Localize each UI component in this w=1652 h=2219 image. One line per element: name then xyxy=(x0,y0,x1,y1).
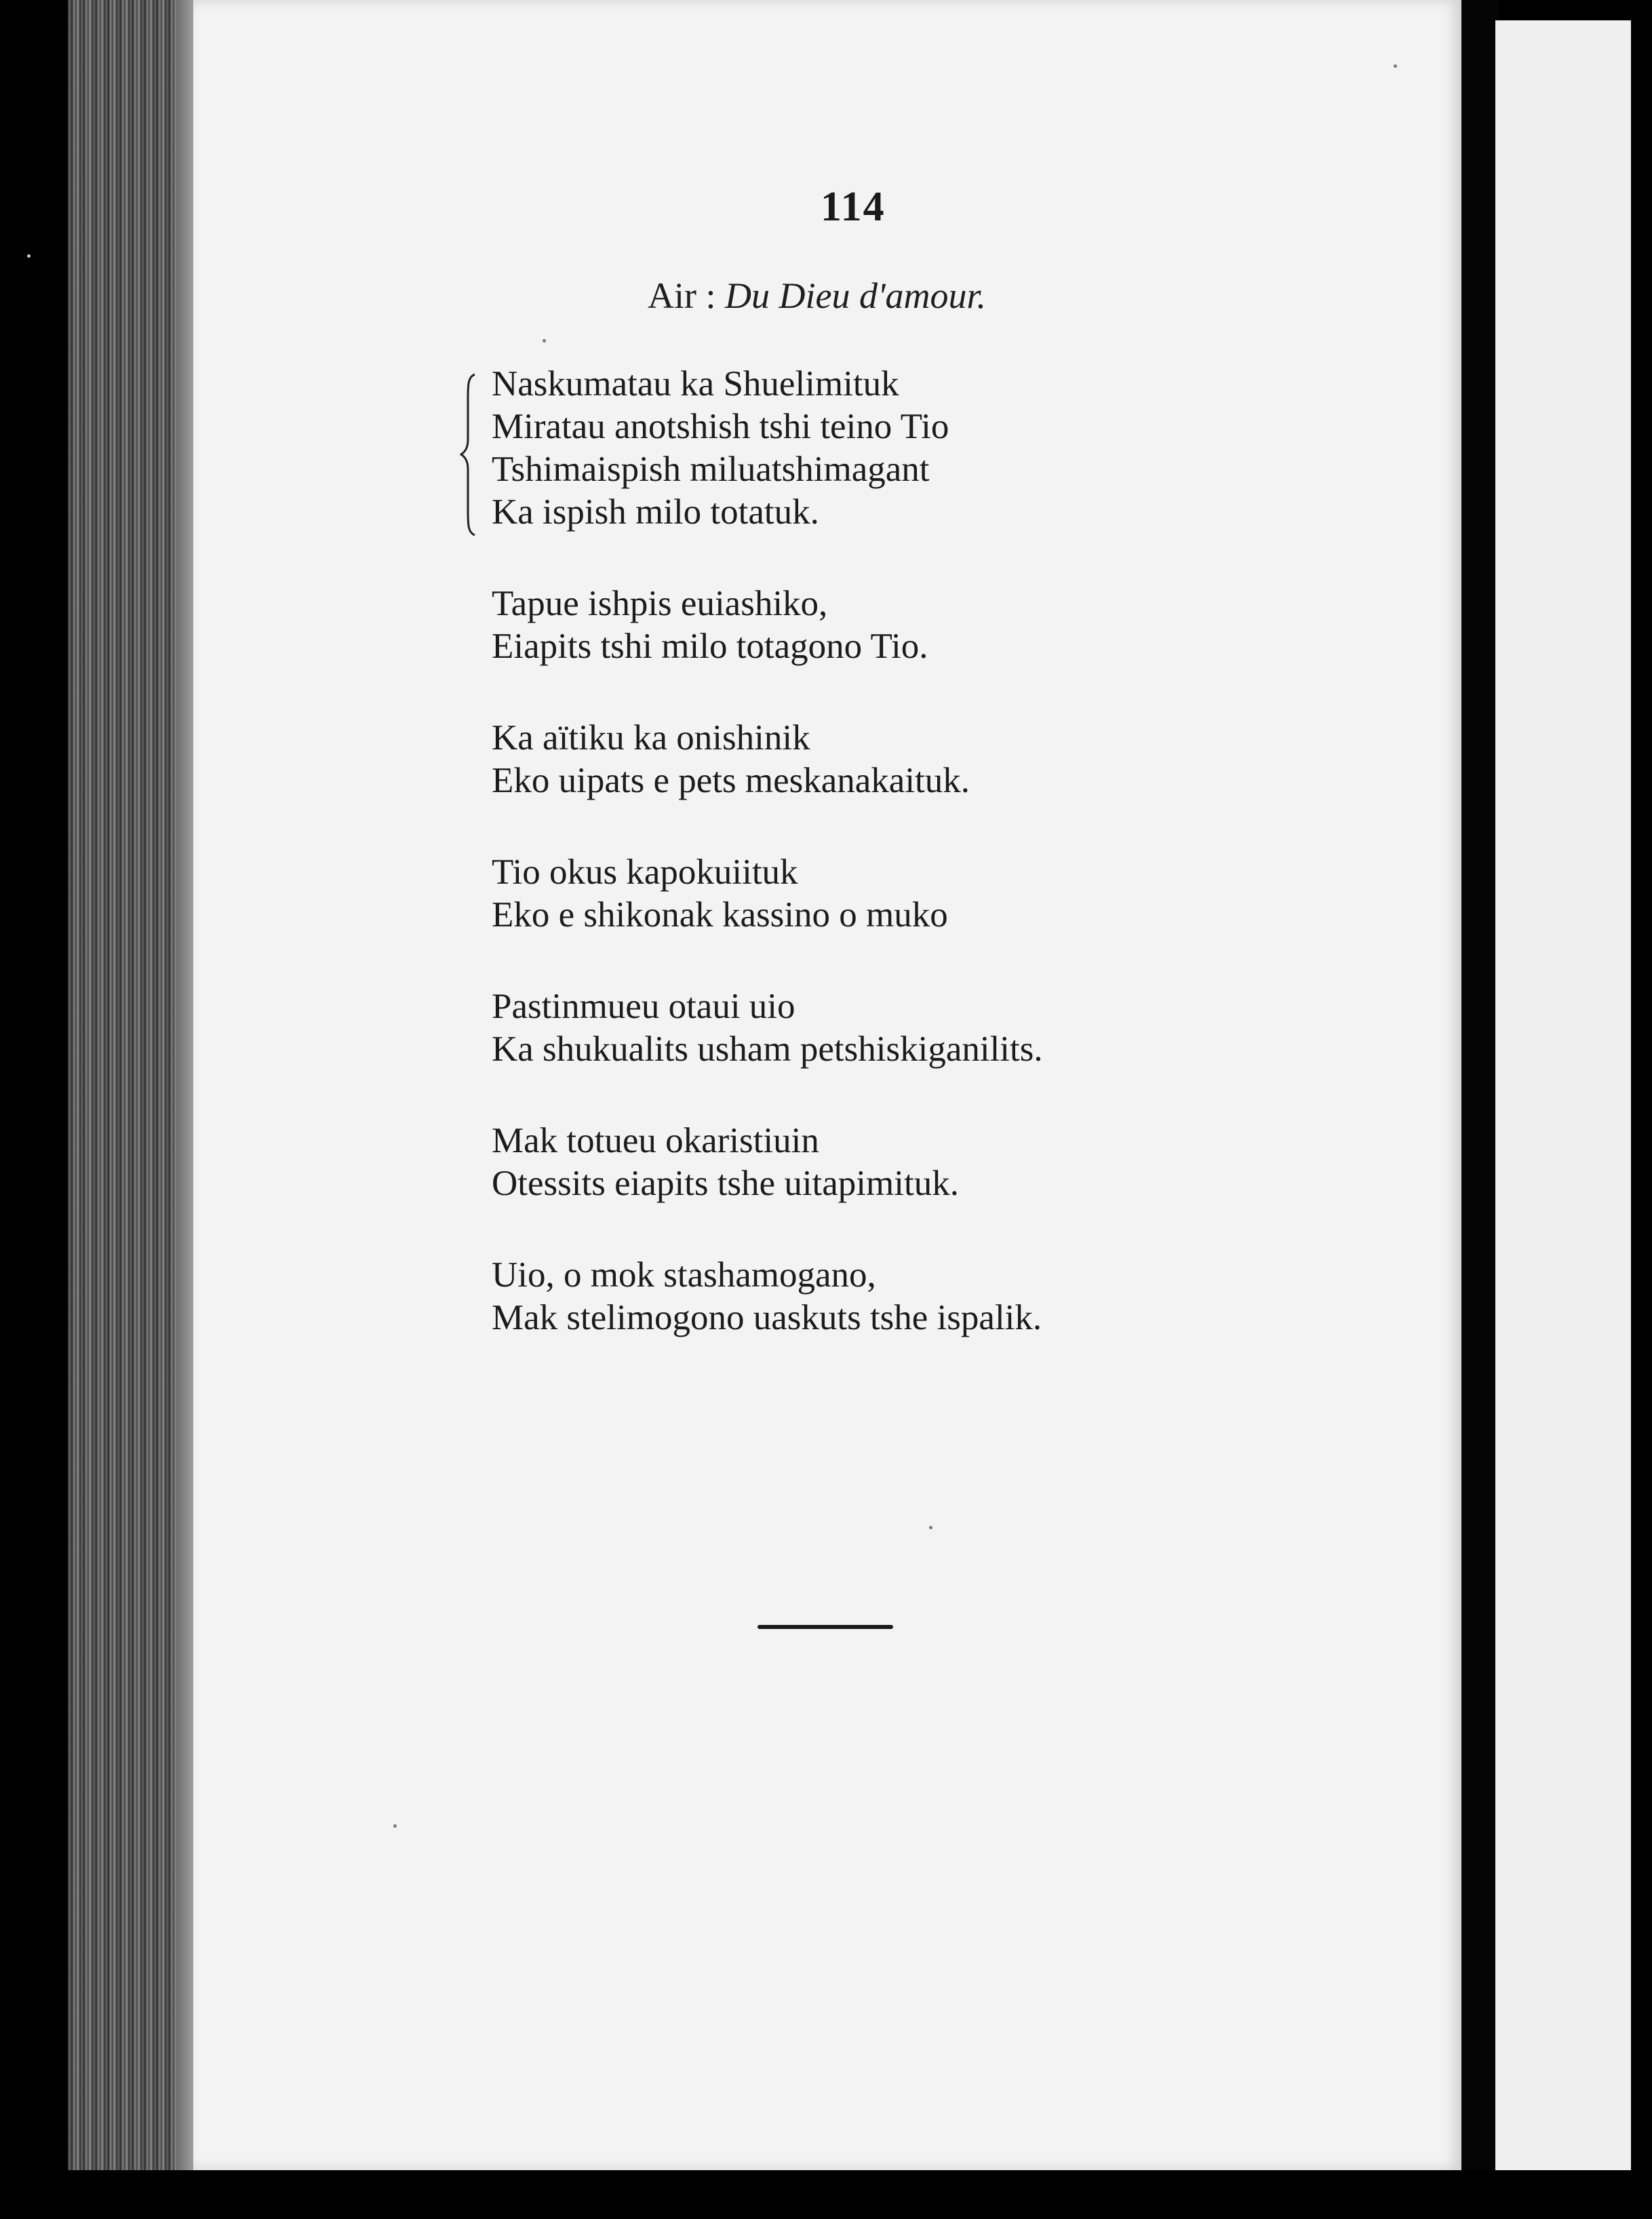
verse-line: Naskumatau ka Shuelimituk xyxy=(492,364,899,404)
page-number: 114 xyxy=(821,184,886,230)
scan-bottom-border xyxy=(0,2170,1652,2219)
stanza-1 xyxy=(492,363,1441,534)
air-tune-title: Du Dieu d'amour. xyxy=(725,275,987,316)
verse-line: Otessits eiapits tshe uitapimituk. xyxy=(492,1164,959,1203)
verse-line: Eko e shikonak kassino o muko xyxy=(492,895,948,935)
stanza-brace xyxy=(460,372,480,538)
speck xyxy=(27,254,31,258)
stanza-6 xyxy=(492,1120,1441,1205)
stanza-3 xyxy=(492,717,1441,802)
verse-line: Ka aïtiku ka onishinik xyxy=(492,718,810,758)
facing-page-edge xyxy=(1495,20,1631,2184)
verse-line: Pastinmueu otaui uio xyxy=(492,987,795,1026)
speck xyxy=(393,1824,397,1828)
end-ornament-rule xyxy=(758,1625,893,1629)
poem-text xyxy=(492,363,1441,1388)
speck xyxy=(1394,64,1397,68)
stanza-4 xyxy=(492,851,1441,937)
verse-line: Tio okus kapokuiituk xyxy=(492,852,798,892)
air-label: Air : xyxy=(648,275,725,316)
verse-line: Tshimaispish miluatshimagant xyxy=(492,450,930,489)
verse-line: Eko uipats e pets meskanakaituk. xyxy=(492,761,970,800)
stanza-2 xyxy=(492,583,1441,668)
verse-line: Tapue ishpis euiashiko, xyxy=(492,584,828,623)
verse-line: Miratau anotshish tshi teino Tio xyxy=(492,407,949,446)
verse-line: Uio, o mok stashamogano, xyxy=(492,1255,876,1295)
page-gutter xyxy=(1461,0,1499,2219)
verse-line: Ka shukualits usham petshiskiganilits. xyxy=(492,1029,1043,1069)
speck xyxy=(929,1526,932,1529)
stanza-5 xyxy=(492,985,1441,1071)
stanza-7 xyxy=(492,1254,1441,1339)
verse-line: Mak totueu okaristiuin xyxy=(492,1121,819,1160)
speck xyxy=(543,339,546,342)
verse-line: Eiapits tshi milo totagono Tio. xyxy=(492,627,928,666)
verse-line: Ka ispish milo totatuk. xyxy=(492,492,819,532)
tune-heading xyxy=(648,275,986,317)
verse-line: Mak stelimogono uaskuts tshe ispalik. xyxy=(492,1298,1042,1337)
